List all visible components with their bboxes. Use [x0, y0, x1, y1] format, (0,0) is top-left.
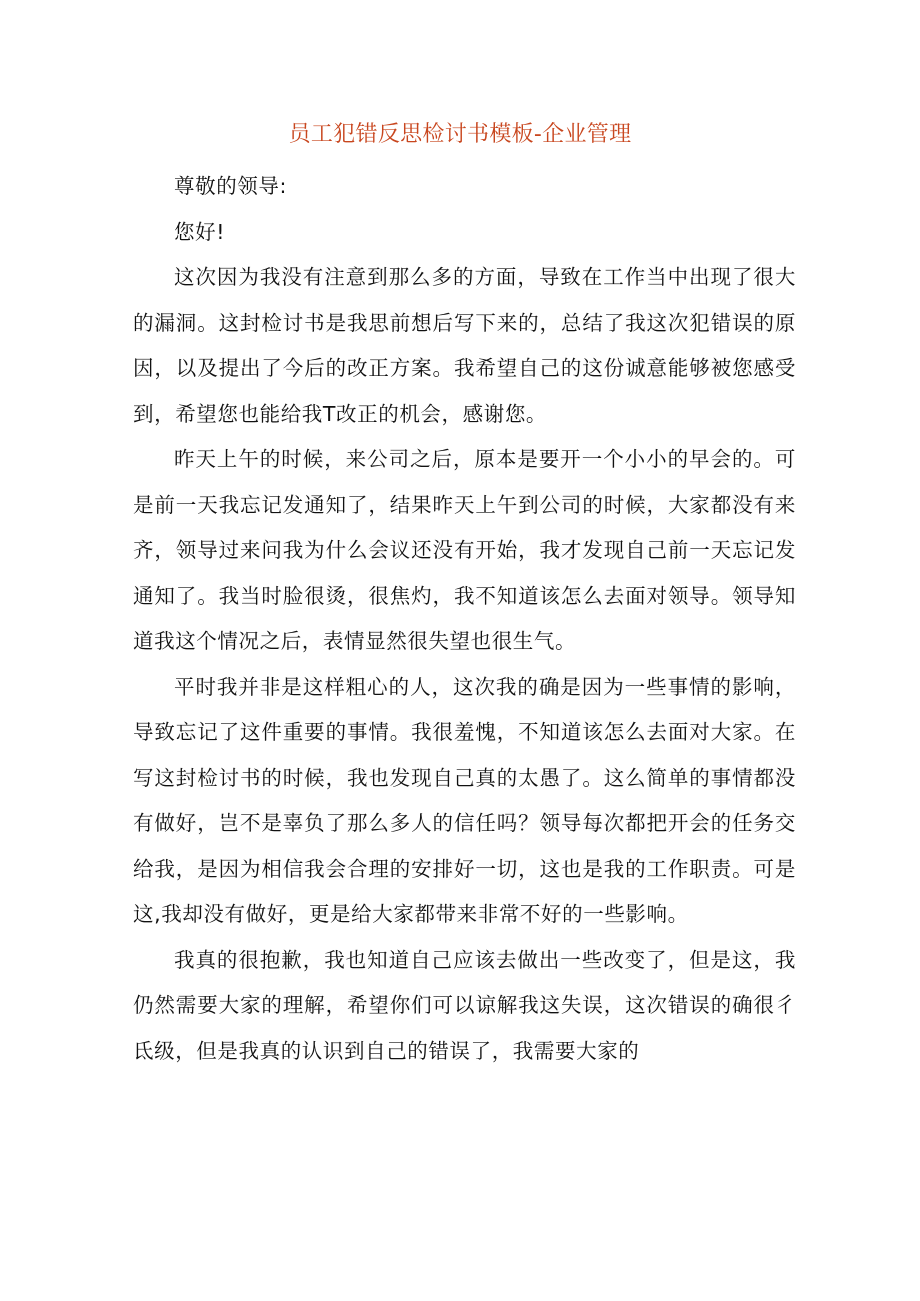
paragraph-2: 昨天上午的时候，来公司之后，原本是要开一个小小的早会的。可是前一天我忘记发通知了，结果昨天上午到公司的时候，大家都没有来齐，领导过来问我为什么会议还没有开始，我才发现自己前一天忘记发通知了。我当时脸很烫，很焦灼，我不知道该怎么去面对领导。领导知道我这个情况之后，表情显然很失望也很生气。	[133, 447, 796, 653]
document-title: 员工犯错反思检讨书模板-企业管理	[288, 122, 632, 147]
salutation: 尊敬的领导:	[174, 174, 288, 198]
paragraph-3: 平时我并非是这样粗心的人，这次我的确是因为一些事情的影响，导致忘记了这件重要的事情。我很羞愧，不知道该怎么去面对大家。在写这封检讨书的时候，我也发现自己真的太愚了。这么简单的事情都没有做好，岂不是辜负了那么多人的信任吗？领导每次都把开会的任务交给我，是因为相信我会合理的安排好一切，这也是我的工作职责。可是这,我却没有做好，更是给大家都带来非常不好的一些影响。	[133, 674, 796, 926]
paragraph-4: 我真的很抱歉，我也知道自己应该去做出一些改变了，但是这，我仍然需要大家的理解，希望你们可以谅解我这失误，这次错误的确很彳氐级，但是我真的认识到自己的错误了，我需要大家的	[133, 947, 796, 1063]
document-body	[133, 164, 796, 1074]
paragraph-1: 这次因为我没有注意到那么多的方面，导致在工作当中出现了很大的漏洞。这封检讨书是我思前想后写下来的，总结了我这次犯错误的原因，以及提出了今后的改正方案。我希望自己的这份诚意能够被您感受到，希望您也能给我T改正的机会，感谢您。	[133, 265, 796, 426]
greeting: 您好!	[174, 219, 226, 244]
